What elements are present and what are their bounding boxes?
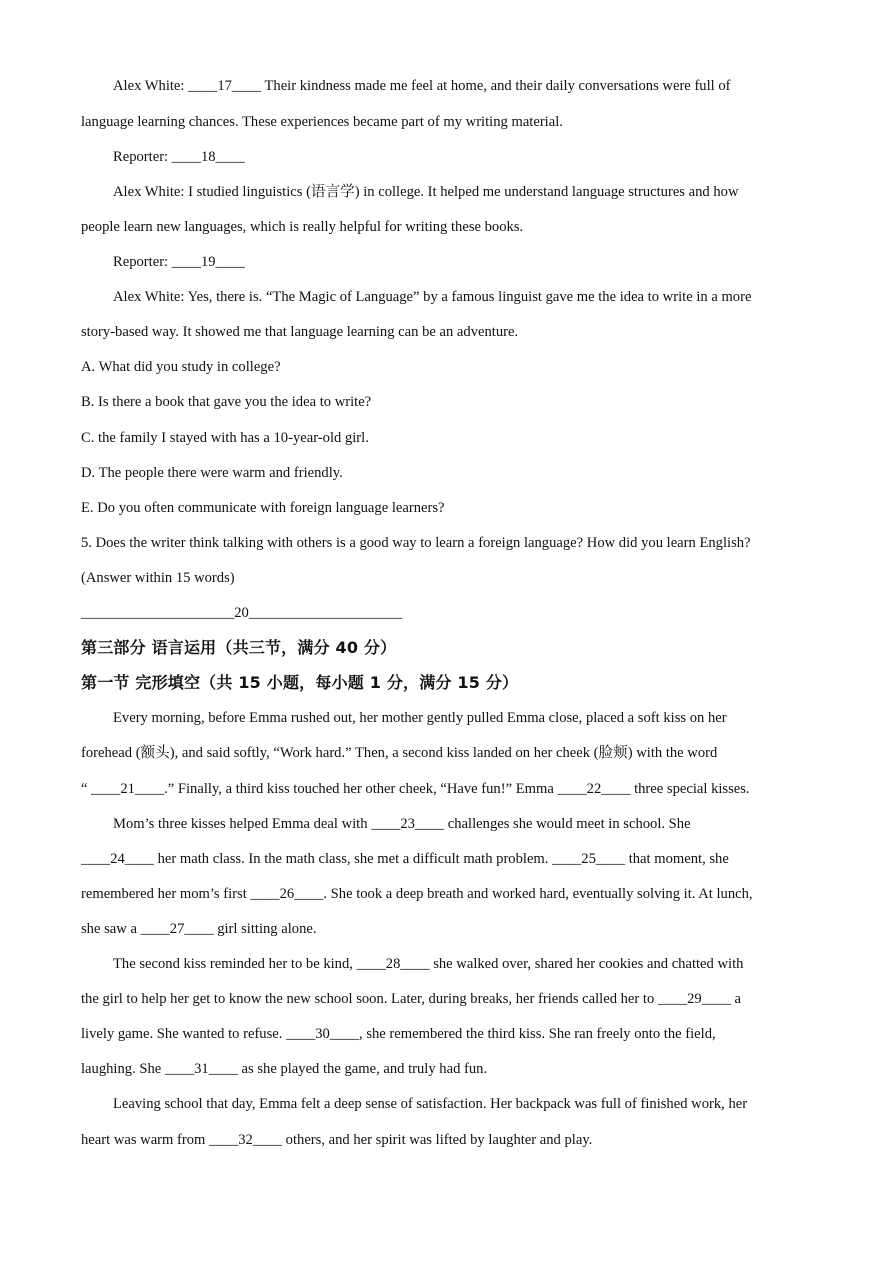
cloze-p2-line4: [81, 919, 812, 939]
option-b: B. Is there a book that gave you the idea to write?: [81, 394, 372, 410]
blank-27: ____27____: [140, 921, 214, 937]
cloze-p1-line1: Every morning, before Emma rushed out, her mother gently pulled Emma close, placed a soft kiss on her: [113, 710, 727, 726]
blank-17: ____17____: [188, 78, 262, 94]
cloze-p1-line2: forehead (额头), and said softly, “Work hard.” Then, a second kiss landed on her cheek (脸颊) with the word: [81, 745, 718, 761]
speaker-label: Reporter:: [113, 149, 172, 165]
answer-blank-20: _____________________20_____________________: [81, 605, 403, 621]
part3-heading: 第三部分 语言运用（共三节，满分 40 分）: [81, 638, 397, 657]
text: “: [81, 781, 92, 797]
question-5: 5. Does the writer think talking with others is a good way to learn a foreign language? How did you learn English?: [81, 535, 751, 551]
dialogue-alex-magic-cont: story-based way. It showed me that language learning can be an adventure.: [81, 324, 519, 340]
text: girl sitting alone.: [213, 921, 317, 937]
text: she walked over, shared her cookies and chatted with: [429, 956, 744, 972]
dialogue-alex-17: [113, 76, 812, 96]
cloze-p4-line1: Leaving school that day, Emma felt a deep sense of satisfaction. Her backpack was full of finished work, her: [113, 1096, 748, 1112]
text: .” Finally, a third kiss touched her other cheek, “Have fun!” Emma: [164, 781, 558, 797]
cloze-p2-line1: [113, 814, 812, 834]
option-a: A. What did you study in college?: [81, 359, 281, 375]
text: that moment, she: [625, 851, 729, 867]
text: remembered her mom’s first: [81, 886, 251, 902]
blank-22: ____22____: [557, 781, 631, 797]
dialogue-alex-linguistics: Alex White: I studied linguistics (语言学) in college. It helped me understand language structures and how: [113, 184, 739, 200]
text: , she remembered the third kiss. She ran freely onto the field,: [359, 1026, 716, 1042]
text: The second kiss reminded her to be kind,: [113, 956, 357, 972]
dialogue-reporter-19: [113, 252, 812, 272]
section1-heading: 第一节 完形填空（共 15 小题，每小题 1 分，满分 15 分）: [81, 673, 519, 692]
dialogue-reporter-18: [113, 147, 812, 167]
blank-19: ____19____: [171, 254, 245, 270]
blank-28: ____28____: [356, 956, 430, 972]
dialogue-alex-17-cont: language learning chances. These experiences became part of my writing material.: [81, 114, 563, 130]
text: the girl to help her get to know the new school soon. Later, during breaks, her friends called her to: [81, 991, 658, 1007]
text: challenges she would meet in school. She: [444, 816, 691, 832]
cloze-p2-line3: [81, 884, 812, 904]
text: . She took a deep breath and worked hard, eventually solving it. At lunch,: [323, 886, 753, 902]
blank-18: ____18____: [171, 149, 245, 165]
dialogue-alex-linguistics-cont: people learn new languages, which is really helpful for writing these books.: [81, 219, 524, 235]
speaker-label: Reporter:: [113, 254, 172, 270]
option-e: E. Do you often communicate with foreign language learners?: [81, 500, 445, 516]
text: as she played the game, and truly had fun.: [237, 1061, 488, 1077]
blank-21: ____21____: [91, 781, 165, 797]
blank-25: ____25____: [552, 851, 626, 867]
blank-23: ____23____: [371, 816, 445, 832]
cloze-p4-line2: [81, 1130, 812, 1150]
blank-31: ____31____: [164, 1061, 238, 1077]
blank-32: ____32____: [209, 1132, 283, 1148]
text: Mom’s three kisses helped Emma deal with: [113, 816, 372, 832]
blank-24: ____24____: [81, 851, 154, 867]
cloze-p3-line1: [113, 954, 812, 974]
blank-26: ____26____: [250, 886, 324, 902]
option-d: D. The people there were warm and friendly.: [81, 465, 343, 481]
question-5-instruction: (Answer within 15 words): [81, 570, 235, 586]
dialogue-alex-magic: Alex White: Yes, there is. “The Magic of Language” by a famous linguist gave me the idea to write in a more: [113, 289, 752, 305]
text: heart was warm from: [81, 1132, 210, 1148]
text: three special kisses.: [630, 781, 750, 797]
cloze-p1-line3: [81, 779, 812, 799]
speaker-label: Alex White:: [113, 78, 189, 94]
cloze-p3-line2: [81, 989, 812, 1009]
option-c: C. the family I stayed with has a 10-year-old girl.: [81, 430, 369, 446]
text: laughing. She: [81, 1061, 165, 1077]
text: lively game. She wanted to refuse.: [81, 1026, 287, 1042]
cloze-p3-line4: [81, 1059, 812, 1079]
blank-29: ____29____: [657, 991, 731, 1007]
cloze-p2-line2: [81, 849, 812, 869]
text: her math class. In the math class, she met a difficult math problem.: [153, 851, 553, 867]
text: others, and her spirit was lifted by laughter and play.: [282, 1132, 593, 1148]
text: she saw a: [81, 921, 141, 937]
cloze-p3-line3: [81, 1024, 812, 1044]
dialogue-text: Their kindness made me feel at home, and their daily conversations were full of: [261, 78, 731, 94]
text: a: [730, 991, 742, 1007]
blank-30: ____30____: [286, 1026, 360, 1042]
